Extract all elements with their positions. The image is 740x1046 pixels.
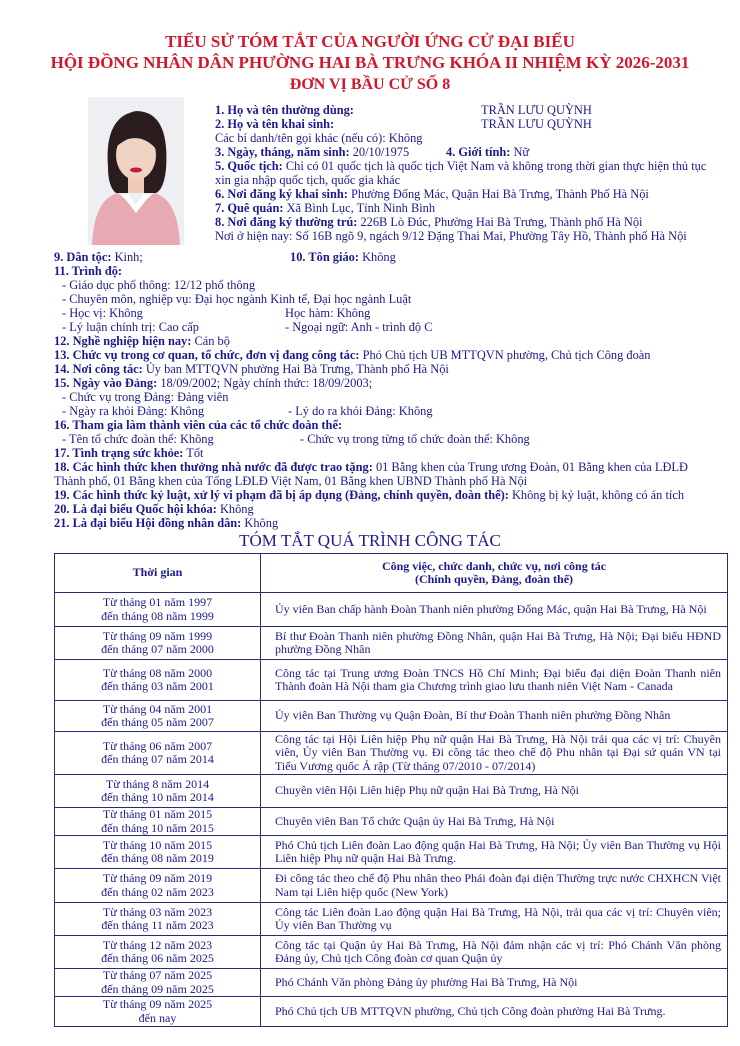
table-row [55,969,728,997]
row-description: Chuyên viên Hội Liên hiệp Phụ nữ quận Hai Bà Trưng, Hà Nội [261,775,728,808]
row-description: Bí thư Đoàn Thanh niên phường Đồng Nhân, quận Hai Bà Trưng, Hà Nội; Đại biểu HĐND phường Đồng Nhân [261,627,728,660]
table-row [55,836,728,869]
edu-language: - Ngoại ngữ: Anh - trình độ C [285,320,433,334]
row-time: Từ tháng 01 năm 1997 đến tháng 08 năm 1999 [55,593,261,627]
row-description: Phó Chủ tịch UB MTTQVN phường, Chủ tịch Công đoàn phường Hai Bà Trưng. [261,997,728,1027]
national-assembly: 20. Là đại biểu Quốc hội khóa: Không [54,502,254,516]
table-row [55,936,728,969]
row-time: Từ tháng 09 năm 1999 đến tháng 07 năm 2000 [55,627,261,660]
row-time: Từ tháng 12 năm 2023 đến tháng 06 năm 2025 [55,936,261,969]
union-name: - Tên tổ chức đoàn thể: Không [62,432,214,446]
edu-degree: - Học vị: Không [62,306,143,320]
row-time: Từ tháng 8 năm 2014 đến tháng 10 năm 2014 [55,775,261,808]
row-description: Ủy viên Ban Thường vụ Quận Đoàn, Bí thư Đoàn Thanh niên phường Đồng Nhân [261,701,728,732]
party-join: 15. Ngày vào Đảng: 18/09/2002; Ngày chính thức: 18/09/2003; [54,376,373,390]
position: 13. Chức vụ trong cơ quan, tổ chức, đơn vị đang công tác: Phó Chủ tịch UB MTTQVN phường, Chủ tịch Công đoàn [54,348,651,362]
table-row [55,593,728,627]
party-reason: - Lý do ra khỏi Đảng: Không [288,404,433,418]
edu-major: - Chuyên môn, nghiệp vụ: Đại học ngành Kinh tế, Đại học ngành Luật [62,292,412,306]
row-time: Từ tháng 08 năm 2000 đến tháng 03 năm 2001 [55,660,261,701]
col-time-header: Thời gian [55,554,261,593]
workplace: 14. Nơi công tác: Ủy ban MTTQVN phường Hai Bà Trưng, Thành phố Hà Nội [54,362,449,376]
col-desc-header: Công việc, chức danh, chức vụ, nơi công tác (Chính quyền, Đảng, đoàn thể) [261,554,728,593]
alias: Các bí danh/tên gọi khác (nếu có): Không [215,131,423,145]
row-time: Từ tháng 10 năm 2015 đến tháng 08 năm 2019 [55,836,261,869]
table-row [55,775,728,808]
name-value: TRẦN LƯU QUỲNH [481,103,592,117]
nationality-cont: xin gia nhập quốc tịch, quốc gia khác [215,173,401,187]
row-description: Phó Chủ tịch Liên đoàn Lao động quận Hai Bà Trưng, Hà Nội; Ủy viên Ban Thường vụ Hội Liên hiệp Phụ nữ quận Hai Bà Trưng. [261,836,728,869]
table-header-row [55,554,728,593]
work-history-title: TÓM TẮT QUÁ TRÌNH CÔNG TÁC [239,531,501,550]
job: 12. Nghề nghiệp hiện nay: Cán bộ [54,334,230,348]
row-description: Đi công tác theo chế độ Phu nhân theo Phái đoàn đại diện Thường trực nước CHXHCN Việt Nam tại Liên hiệp quốc (New York) [261,869,728,903]
people-council: 21. Là đại biểu Hội đồng nhân dân: Không [54,516,279,530]
current-address: Nơi ở hiện nay: Số 16B ngõ 9, ngách 9/12 Đặng Thai Mai, Phường Tây Hồ, Thành phố Hà Nội [215,229,687,243]
table-row [55,660,728,701]
union-label: 16. Tham gia làm thành viên của các tổ chức đoàn thể: [54,418,343,432]
table-row [55,903,728,936]
row-description: Phó Chánh Văn phòng Đảng ủy phường Hai Bà Trưng, Hà Nội [261,969,728,997]
religion: 10. Tôn giáo: Không [290,250,396,264]
dob: 3. Ngày, tháng, năm sinh: 20/10/1975 [215,145,410,159]
portrait-photo [88,97,184,245]
party-position: - Chức vụ trong Đảng: Đảng viên [62,390,229,404]
table-row [55,869,728,903]
row-time: Từ tháng 09 năm 2019 đến tháng 02 năm 2023 [55,869,261,903]
health: 17. Tình trạng sức khỏe: Tốt [54,446,204,460]
row-time: Từ tháng 01 năm 2015 đến tháng 10 năm 2015 [55,808,261,836]
residence: 8. Nơi đăng ký thường trú: 226B Lò Đúc, Phường Hai Bà Trưng, Thành phố Hà Nội [215,215,643,229]
union-position: - Chức vụ trong từng tổ chức đoàn thể: Không [300,432,530,446]
work-history-table [54,553,728,1027]
row-description: Chuyên viên Ban Tổ chức Quận ủy Hai Bà Trưng, Hà Nội [261,808,728,836]
row-time: Từ tháng 09 năm 2025 đến nay [55,997,261,1027]
edu-title: Học hàm: Không [285,306,371,320]
table-row [55,627,728,660]
edu-politics: - Lý luận chính trị: Cao cấp [62,320,199,334]
table-row [55,997,728,1027]
row-description: Công tác tại Hội Liên hiệp Phụ nữ quận Hai Bà Trưng, Hà Nội trải qua các vị trí: Chuyên viên, Ủy viên Ban Thường vụ. Đi công tác theo chế độ Phu nhân tại Đại sứ quán VN tại Tiểu Vương quốc Ả rập (Từ tháng 07/2010 - 07/2014) [261,732,728,775]
row-time: Từ tháng 03 năm 2023 đến tháng 11 năm 2023 [55,903,261,936]
hometown: 7. Quê quán: Xã Bình Lục, Tỉnh Ninh Bình [215,201,436,215]
party-leave: - Ngày ra khỏi Đảng: Không [62,404,205,418]
gender: 4. Giới tính: Nữ [446,145,530,159]
row-time: Từ tháng 04 năm 2001 đến tháng 05 năm 2007 [55,701,261,732]
ethnic: 9. Dân tộc: Kinh; [54,250,143,264]
row-time: Từ tháng 06 năm 2007 đến tháng 07 năm 2014 [55,732,261,775]
doc-title-line2: HỘI ĐỒNG NHÂN DÂN PHƯỜNG HAI BÀ TRƯNG KHÓA II NHIỆM KỲ 2026-2031 [50,53,690,72]
discipline: 19. Các hình thức kỷ luật, xử lý vi phạm đã bị áp dụng (Đảng, chính quyền, đoàn thể): Không bị kỷ luật, không có án tích [54,488,685,502]
birthplace: 6. Nơi đăng ký khai sinh: Phường Đống Mác, Quận Hai Bà Trưng, Thành Phố Hà Nội [215,187,649,201]
row-description: Ủy viên Ban chấp hành Đoàn Thanh niên phường Đống Mác, quận Hai Bà Trưng, Hà Nội [261,593,728,627]
education-label: 11. Trình độ: [54,264,123,278]
birthname-value: TRẦN LƯU QUỲNH [481,117,592,131]
nationality: 5. Quốc tịch: Chỉ có 01 quốc tịch là quốc tịch Việt Nam và không trong thời gian thực hiện thủ tục [215,159,707,173]
birthname-label: 2. Họ và tên khai sinh: [215,117,335,131]
awards-cont: Thành phố, 01 Bằng khen của Tổng LĐLĐ Việt Nam, 01 Bằng khen UBND Thành phố Hà Nội [54,474,528,488]
row-description: Công tác Liên đoàn Lao động quận Hai Bà Trưng, Hà Nội, trải qua các vị trí: Chuyên viên; Ủy viên Ban Thường vụ [261,903,728,936]
row-description: Công tác tại Trung ương Đoàn TNCS Hồ Chí Minh; Đại biểu đại diện Đoàn Thanh niên Thành đoàn Hà Nội tham gia Chương trình giao lưu thanh niên Việt Nam - Canada [261,660,728,701]
awards: 18. Các hình thức khen thưởng nhà nước đã được trao tặng: 01 Bằng khen của Trung ương Đoàn, 01 Bằng khen của LĐLĐ [54,460,688,474]
row-description: Công tác tại Quận ủy Hai Bà Trưng, Hà Nội đảm nhận các vị trí: Phó Chánh Văn phòng Đảng ủy, Chủ tịch Công đoàn cơ quan Quận ủy [261,936,728,969]
row-time: Từ tháng 07 năm 2025 đến tháng 09 năm 2025 [55,969,261,997]
name-label: 1. Họ và tên thường dùng: [215,103,354,117]
edu-general: - Giáo dục phổ thông: 12/12 phổ thông [62,278,256,292]
table-row [55,701,728,732]
table-row [55,732,728,775]
doc-title-line1: TIỂU SỬ TÓM TẮT CỦA NGƯỜI ỨNG CỬ ĐẠI BIỂU [165,32,575,51]
table-row [55,808,728,836]
doc-title-line3: ĐƠN VỊ BẦU CỬ SỐ 8 [289,76,451,93]
